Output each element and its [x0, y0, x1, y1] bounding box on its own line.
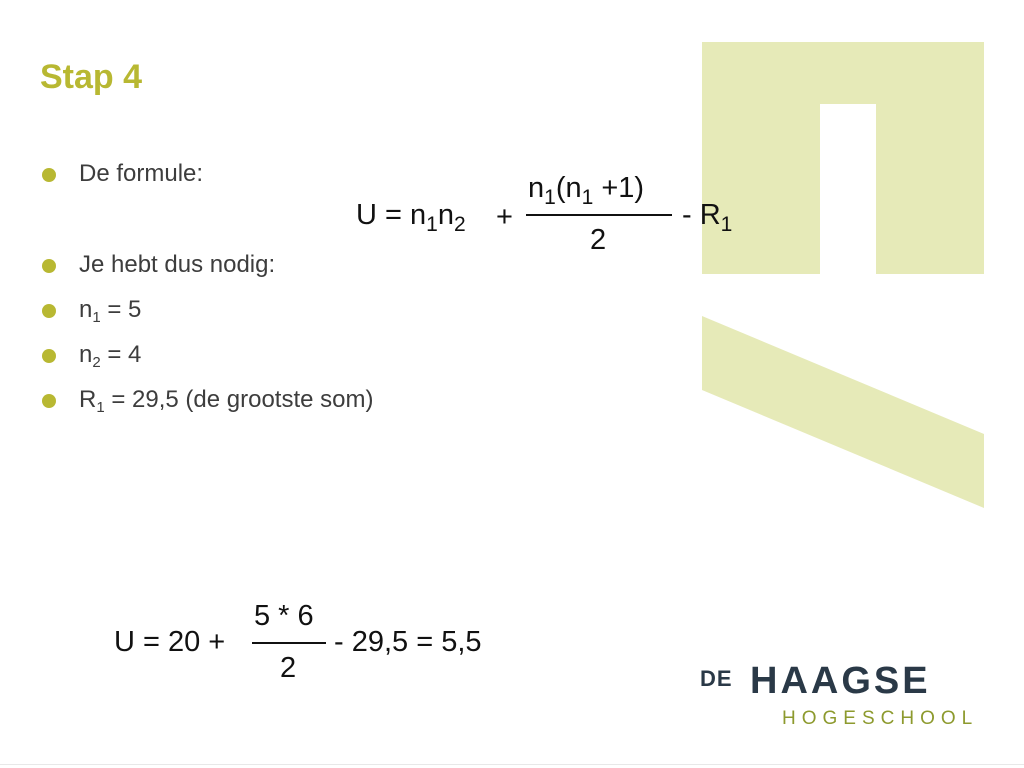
- bottom-divider: [0, 764, 1024, 765]
- bullet-dot-icon: [42, 168, 56, 182]
- logo-name: HAAGSE: [750, 660, 931, 702]
- bullet-text: $n_1 = 5$: [79, 296, 142, 326]
- fraction-bar: [252, 642, 326, 644]
- logo-subtitle: HOGESCHOOL: [782, 708, 979, 729]
- bullet-dot-icon: [42, 394, 56, 408]
- general-formula: [356, 172, 756, 262]
- watermark-gap: [820, 104, 876, 274]
- fraction-bar: [526, 214, 672, 216]
- bullet-dot-icon: [42, 304, 56, 318]
- formula-lhs: $U = n_1n_2$: [356, 199, 466, 236]
- worked-denominator: 2: [280, 652, 297, 684]
- bullet-text: Je hebt dus nodig:: [79, 251, 276, 278]
- bullet-dot-icon: [42, 259, 56, 273]
- formula-denominator: 2: [590, 224, 607, 256]
- watermark-top-bar: [702, 42, 984, 104]
- worked-formula: [114, 600, 534, 690]
- formula-minus-r: - $R_1$: [682, 199, 733, 236]
- formula-plus: +: [496, 201, 513, 233]
- bullet-dot-icon: [42, 349, 56, 363]
- bullet-text: $R_1 = 29,5$ (de grootste som): [79, 386, 374, 416]
- logo-prefix: DE: [700, 666, 733, 691]
- worked-lhs: U = 20 +: [114, 626, 226, 658]
- de-haagse-hogeschool-logo: [700, 660, 990, 730]
- worked-numerator: 5 * 6: [254, 600, 314, 632]
- formula-numerator: $n_1(n_1 +1)$: [528, 172, 645, 209]
- bullet-text: De formule:: [79, 160, 204, 187]
- bullet-text: $n_2 = 4$: [79, 341, 142, 371]
- slide-title: Stap 4: [40, 58, 143, 96]
- watermark-slash-shape: [702, 316, 984, 508]
- worked-rhs: - 29,5 = 5,5: [334, 626, 482, 658]
